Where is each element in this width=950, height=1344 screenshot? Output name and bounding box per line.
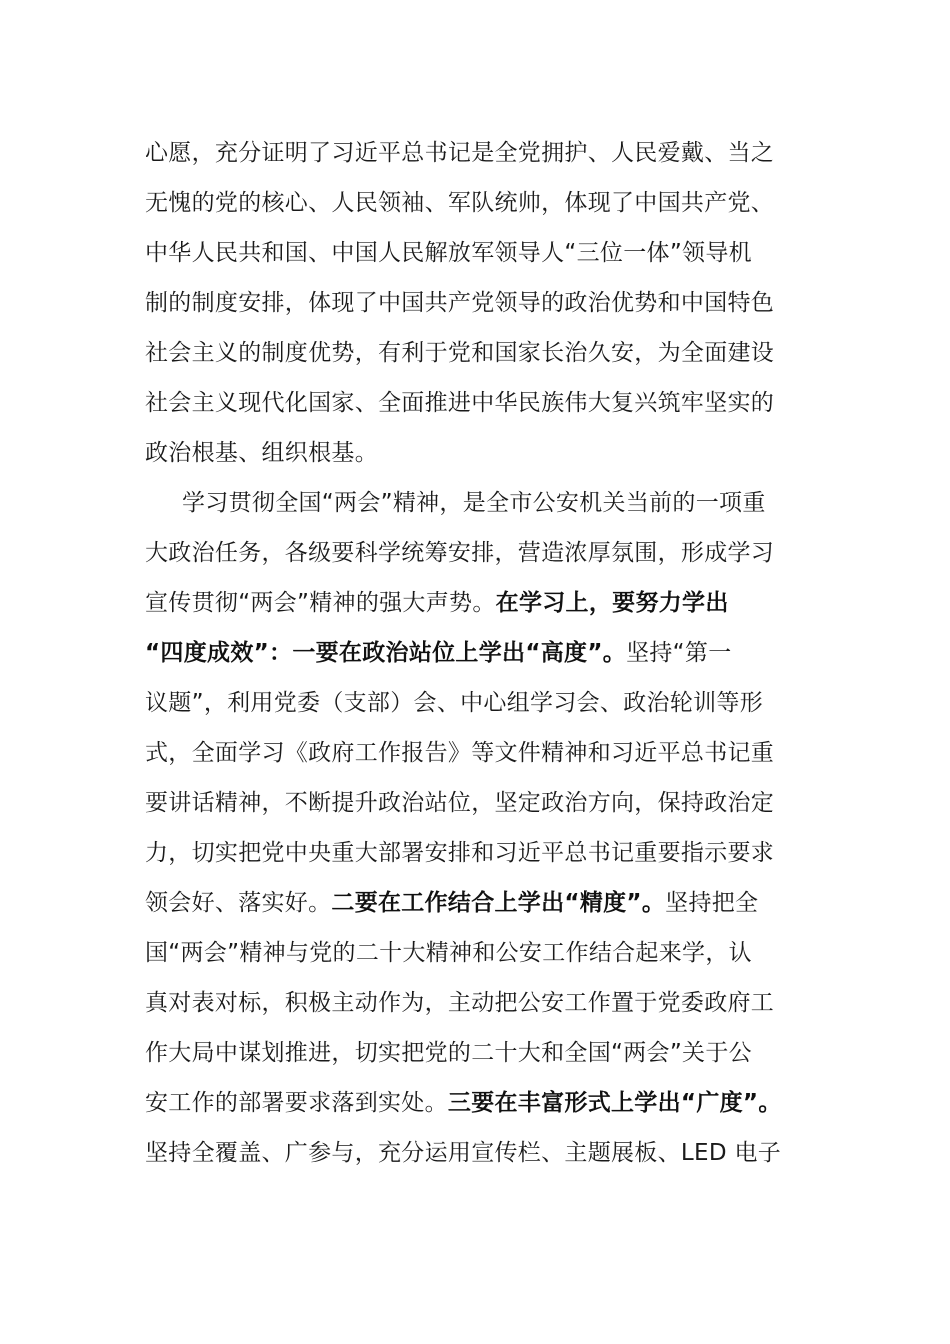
bold-heading-text: 在学习上，要努力学出	[495, 590, 729, 616]
line-text: 社会主义现代化国家、全面推进中华民族伟大复兴筑牢坚实的	[145, 390, 775, 416]
line-text: 坚持全覆盖、广参与，充分运用宣传栏、主题展板、LED 电子	[145, 1140, 782, 1166]
text-line	[145, 128, 805, 178]
text-line	[145, 578, 805, 628]
line-text: 社会主义的制度优势，有利于党和国家长治久安，为全面建设	[145, 340, 775, 366]
bold-heading-text: 二要在工作结合上学出“精度”。	[331, 890, 666, 916]
line-text: 中华人民共和国、中国人民解放军领导人“三位一体”领导机	[145, 240, 752, 266]
line-text: 议题”，利用党委（支部）会、中心组学习会、政治轮训等形	[145, 690, 764, 716]
text-line	[145, 828, 805, 878]
paragraph-start-line	[145, 478, 805, 528]
text-line	[145, 1128, 805, 1178]
line-text: 无愧的党的核心、人民领袖、军队统帅，体现了中国共产党、	[145, 190, 775, 216]
text-line	[145, 278, 805, 328]
line-text: 要讲话精神，不断提升政治站位，坚定政治方向，保持政治定	[145, 790, 775, 816]
text-line	[145, 978, 805, 1028]
line-text: 领会好、落实好。	[145, 890, 332, 916]
text-line	[145, 778, 805, 828]
text-line	[145, 228, 805, 278]
line-text: 政治根基、组织根基。	[145, 440, 378, 466]
line-text: 宣传贯彻“两会”精神的强大声势。	[145, 590, 496, 616]
text-line	[145, 328, 805, 378]
bold-heading-text: “四度成效”：一要在政治站位上学出“高度”。	[145, 640, 627, 666]
text-line	[145, 878, 805, 928]
text-line	[145, 678, 805, 728]
text-line	[145, 1028, 805, 1078]
text-line	[145, 928, 805, 978]
text-line	[145, 178, 805, 228]
line-text: 学习贯彻全国“两会”精神，是全市公安机关当前的一项重	[182, 490, 766, 516]
line-text: 真对表对标，积极主动作为，主动把公安工作置于党委政府工	[145, 990, 775, 1016]
line-text: 力，切实把党中央重大部署安排和习近平总书记重要指示要求	[145, 840, 775, 866]
text-line	[145, 628, 805, 678]
line-text: 坚持把全	[665, 890, 759, 916]
line-text: 式，全面学习《政府工作报告》等文件精神和习近平总书记重	[145, 740, 775, 766]
line-text: 国“两会”精神与党的二十大精神和公安工作结合起来学，认	[145, 940, 752, 966]
line-text: 心愿，充分证明了习近平总书记是全党拥护、人民爱戴、当之	[145, 140, 775, 166]
text-line	[145, 428, 805, 478]
text-line	[145, 378, 805, 428]
line-text: 坚持“第一	[626, 640, 732, 666]
text-line	[145, 728, 805, 778]
line-text: 安工作的部署要求落到实处。	[145, 1090, 448, 1116]
text-line	[145, 528, 805, 578]
line-text: 制的制度安排，体现了中国共产党领导的政治优势和中国特色	[145, 290, 775, 316]
line-text: 作大局中谋划推进，切实把党的二十大和全国“两会”关于公	[145, 1040, 752, 1066]
body-text	[145, 128, 805, 1178]
bold-heading-text: 三要在丰富形式上学出“广度”。	[447, 1090, 782, 1116]
line-text: 大政治任务，各级要科学统筹安排，营造浓厚氛围，形成学习	[145, 540, 775, 566]
text-line	[145, 1078, 805, 1128]
